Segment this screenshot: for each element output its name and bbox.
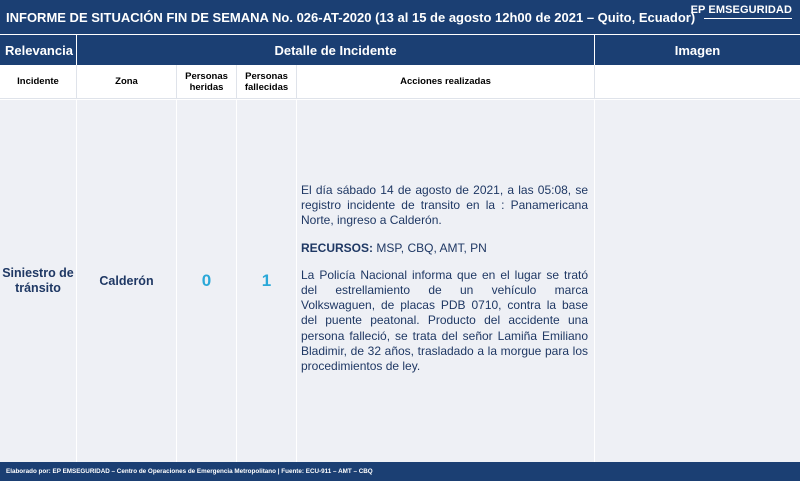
resources-label: RECURSOS: [301, 240, 374, 255]
resources-value: MSP, CBQ, AMT, PN [373, 240, 487, 255]
report-header-bar [0, 0, 800, 34]
cell-personas-heridas [177, 100, 237, 462]
table-group-header [0, 34, 800, 65]
cell-personas-fallecidas [237, 100, 297, 462]
brand-logo [691, 4, 792, 26]
column-imagen [595, 65, 800, 98]
cell-zona [77, 100, 177, 462]
brand-underline [704, 18, 792, 19]
table-row [0, 100, 800, 462]
report-title: INFORME DE SITUACIÓN FIN DE SEMANA No. 026-AT-2020 (13 al 15 de agosto 12h00 de 2021 – Quito, Ecuador) [6, 9, 696, 25]
table-column-header [0, 65, 800, 99]
actions-intro: El día sábado 14 de agosto de 2021, a las 05:08, se registro incidente de transito en la : Panamericana Norte, ingreso a Calderón. [301, 183, 588, 228]
header-imagen: Imagen [595, 34, 800, 65]
column-incidente: Incidente [0, 65, 77, 98]
header-relevancia: Relevancia [0, 34, 77, 65]
column-personas-fallecidas: Personas fallecidas [237, 65, 297, 98]
deceased-count: 1 [261, 271, 272, 290]
injured-count: 0 [201, 271, 212, 290]
column-acciones-realizadas: Acciones realizadas [297, 65, 595, 98]
actions-resources [301, 241, 588, 256]
header-detalle-incidente: Detalle de Incidente [77, 34, 595, 65]
column-personas-heridas: Personas heridas [177, 65, 237, 98]
incident-zone: Calderón [99, 274, 154, 288]
brand-name: EP EMSEGURIDAD [690, 4, 792, 16]
cell-acciones-realizadas [297, 100, 595, 462]
brand-signature [691, 20, 792, 26]
report-footer: Elaborado por: EP EMSEGURIDAD – Centro de Operaciones de Emergencia Metropolitano | Fuente: ECU-911 – AMT – CBQ [0, 462, 800, 481]
cell-incidente [0, 100, 77, 462]
cell-imagen [595, 100, 800, 462]
column-zona: Zona [77, 65, 177, 98]
incident-type: Siniestro de tránsito [2, 266, 74, 295]
actions-detail: La Policía Nacional informa que en el lugar se trató del estrellamiento de un vehículo marca Volkswaguen, de placas PDB 0710, contra la base del puente peatonal. Producto del accidente una persona falleció, se trata del señor Lamiña Emiliano Bladimir, de 32 años, trasladado a la morgue para los procedimientos de ley. [301, 267, 588, 374]
